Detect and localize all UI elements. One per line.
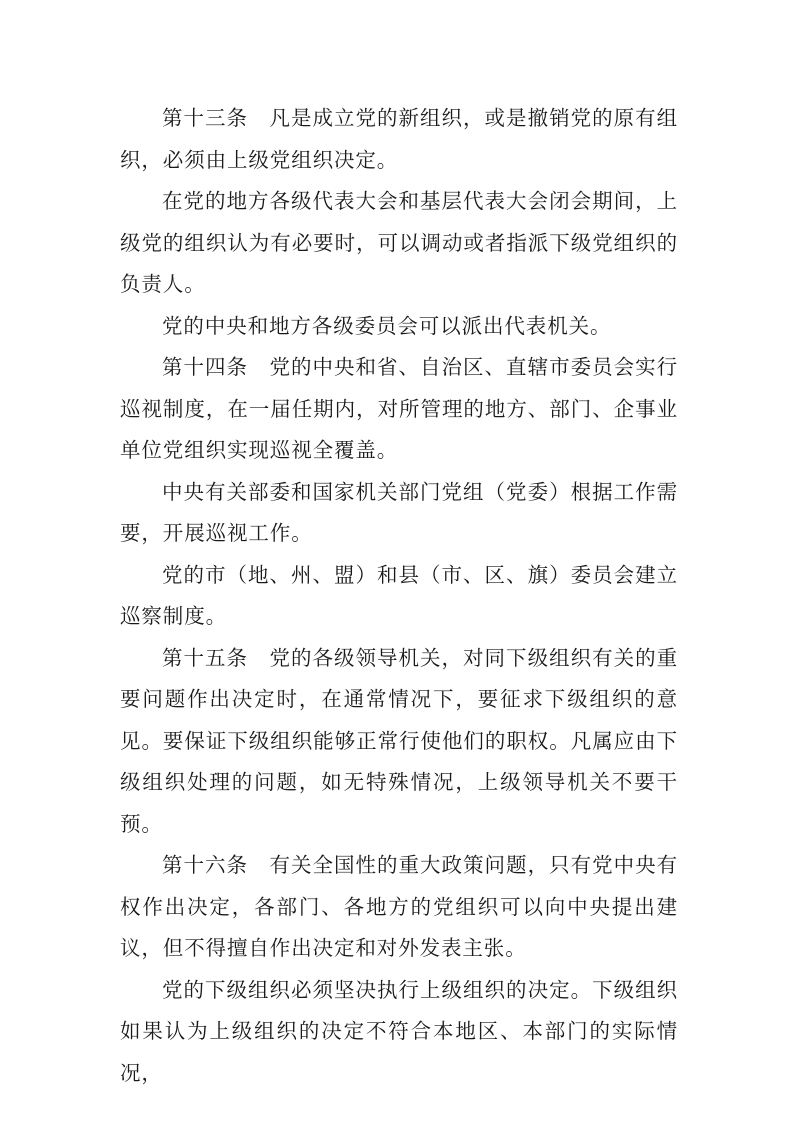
paragraph-central-inspection: 中央有关部委和国家机关部门党组（党委）根据工作需要，开展巡视工作。: [120, 479, 678, 545]
paragraph-local-congress: 在党的地方各级代表大会和基层代表大会闭会期间，上级党的组织认为有必要时，可以调动或者指派下级党组织的负责人。: [120, 189, 678, 296]
paragraph-representative-organs: 党的中央和地方各级委员会可以派出代表机关。: [162, 313, 612, 338]
paragraph-article-15: 第十五条 党的各级领导机关，对同下级组织有关的重要问题作出决定时，在通常情况下，要征求下级组织的意见。要保证下级组织能够正常行使他们的职权。凡属应由下级组织处理的问题，如无特殊情况，上级领导机关不要干预。: [120, 645, 678, 836]
paragraph-article-13: 第十三条 凡是成立党的新组织，或是撤销党的原有组织，必须由上级党组织决定。: [120, 106, 678, 172]
paragraph-article-14: 第十四条 党的中央和省、自治区、直辖市委员会实行巡视制度，在一届任期内，对所管理的地方、部门、企事业单位党组织实现巡视全覆盖。: [120, 355, 678, 462]
paragraph-article-16: 第十六条 有关全国性的重大政策问题，只有党中央有权作出决定，各部门、各地方的党组织可以向中央提出建议，但不得擅自作出决定和对外发表主张。: [120, 853, 678, 960]
document-page: [120, 98, 678, 1094]
paragraph-lower-organizations: 党的下级组织必须坚决执行上级组织的决定。下级组织如果认为上级组织的决定不符合本地区、本部门的实际情况，: [120, 977, 678, 1085]
paragraph-patrol-system: 党的市（地、州、盟）和县（市、区、旗）委员会建立巡察制度。: [120, 562, 678, 628]
